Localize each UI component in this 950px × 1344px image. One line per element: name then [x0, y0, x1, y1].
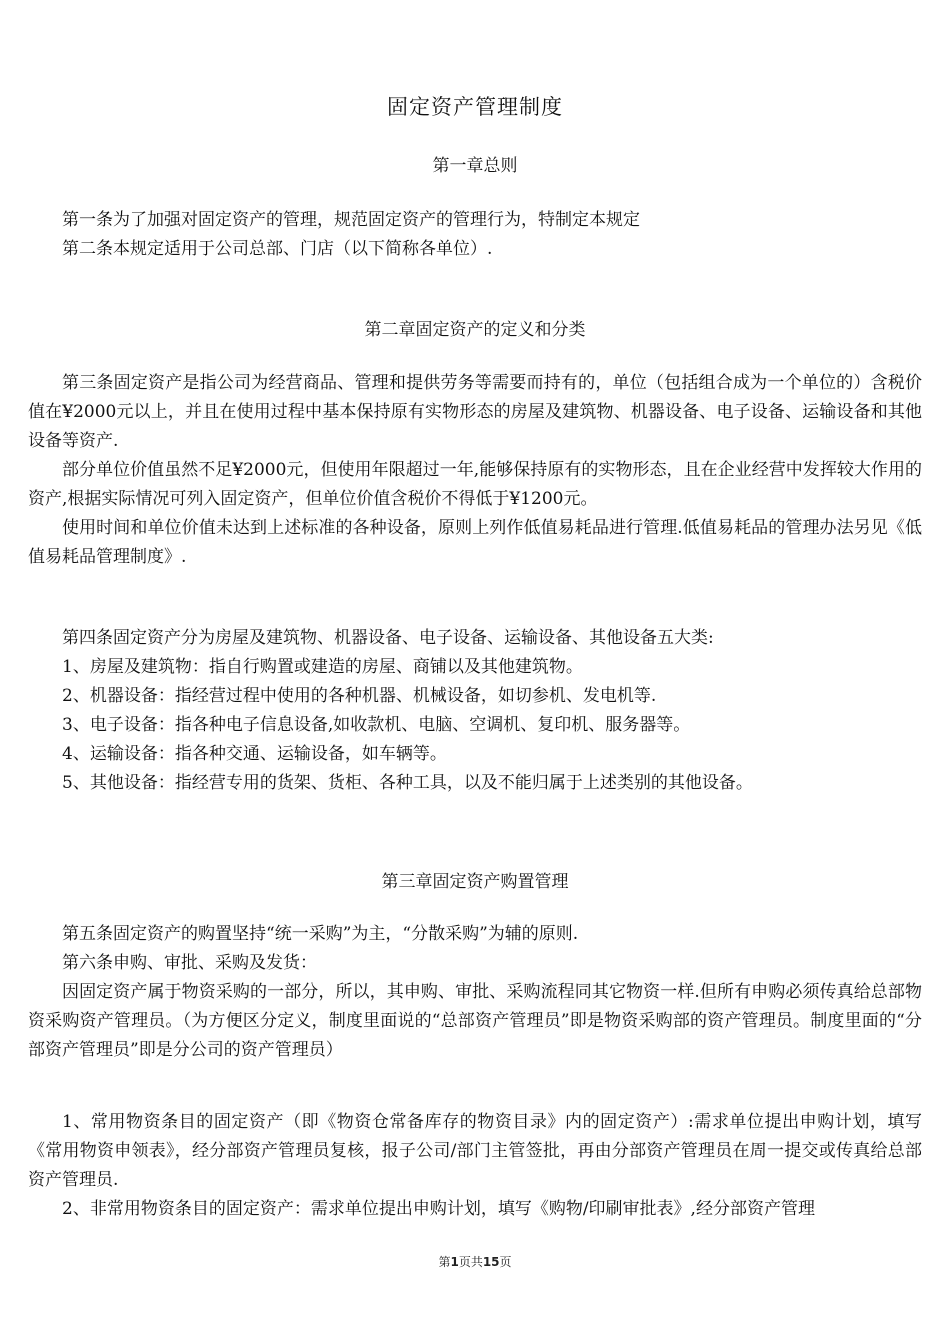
article-3-supplement: 部分单位价值虽然不足¥2000元，但使用年限超过一年,能够保持原有的实物形态，且在企业经营中发挥较大作用的资产,根据实际情况可列入固定资产，但单位价值含税价不得低于¥1200元。: [28, 460, 922, 509]
document-title: 固定资产管理制度: [387, 95, 563, 119]
chapter-2-body: [28, 369, 922, 572]
total-page-count: 15: [482, 1255, 500, 1269]
page-footer: [0, 1253, 950, 1271]
current-page-number: 1: [450, 1255, 459, 1269]
procedure-item: 1、常用物资条目的固定资产（即《物资仓常备库存的物资目录》内的固定资产）:需求单位提出申购计划，填写《常用物资申领表》，经分部资产管理员复核，报子公司/部门主管签批，再由分部资产管理员在周一提交或传真给总部资产管理员.: [28, 1112, 922, 1190]
chapter-1-heading: 第一章总则: [432, 156, 518, 176]
chapter-3-heading: 第三章固定资产购置管理: [381, 872, 569, 892]
classification-item: 3、电子设备：指各种电子信息设备,如收款机、电脑、空调机、复印机、服务器等。: [62, 715, 691, 735]
chapter-3-body: [28, 920, 922, 1065]
procedure-item: 2、非常用物资条目的固定资产：需求单位提出申购计划，填写《购物/印刷审批表》,经分部资产管理: [62, 1199, 815, 1219]
chapter-2-heading: 第二章固定资产的定义和分类: [364, 320, 586, 340]
chapter-1-body: [28, 206, 922, 264]
footer-suffix: 页: [499, 1255, 512, 1269]
article-6-explanation: 因固定资产属于物资采购的一部分，所以，其申购、审批、采购流程同其它物资一样.但所有申购必须传真给总部物资采购资产管理员。（为方便区分定义，制度里面说的“总部资产管理员”即是物资采购部的资产管理员。制度里面的“分部资产管理员”即是分公司的资产管理员）: [28, 982, 922, 1060]
footer-prefix: 第: [438, 1255, 451, 1269]
article-5: 第五条固定资产的购置坚持“统一采购”为主，“分散采购”为辅的原则.: [62, 924, 579, 944]
article-2: 第二条本规定适用于公司总部、门店（以下简称各单位）.: [62, 239, 493, 259]
classification-item: 4、运输设备：指各种交通、运输设备，如车辆等。: [62, 744, 447, 764]
classification-item: 2、机器设备：指经营过程中使用的各种机器、机械设备，如切参机、发电机等.: [62, 686, 657, 706]
article-3-low-value-note: 使用时间和单位价值未达到上述标准的各种设备，原则上列作低值易耗品进行管理.低值易耗品的管理办法另见《低值易耗品管理制度》.: [28, 518, 922, 567]
article-4-intro: 第四条固定资产分为房屋及建筑物、机器设备、电子设备、运输设备、其他设备五大类:: [62, 628, 714, 648]
footer-middle: 页共: [458, 1255, 483, 1269]
article-3: 第三条固定资产是指公司为经营商品、管理和提供劳务等需要而持有的，单位（包括组合成为一个单位的）含税价值在¥2000元以上，并且在使用过程中基本保持原有实物形态的房屋及建筑物、机器设备、电子设备、运输设备和其他设备等资产.: [28, 373, 922, 451]
article-1: 第一条为了加强对固定资产的管理，规范固定资产的管理行为，特制定本规定: [62, 210, 640, 230]
classification-item: 1、房屋及建筑物：指自行购置或建造的房屋、商铺以及其他建筑物。: [62, 657, 583, 677]
purchase-procedures: [28, 1108, 922, 1224]
article-6: 第六条申购、审批、采购及发货：: [62, 953, 317, 973]
classification-item: 5、其他设备：指经营专用的货架、货柜、各种工具，以及不能归属于上述类别的其他设备。: [62, 773, 753, 793]
article-4-classification: [28, 624, 922, 798]
